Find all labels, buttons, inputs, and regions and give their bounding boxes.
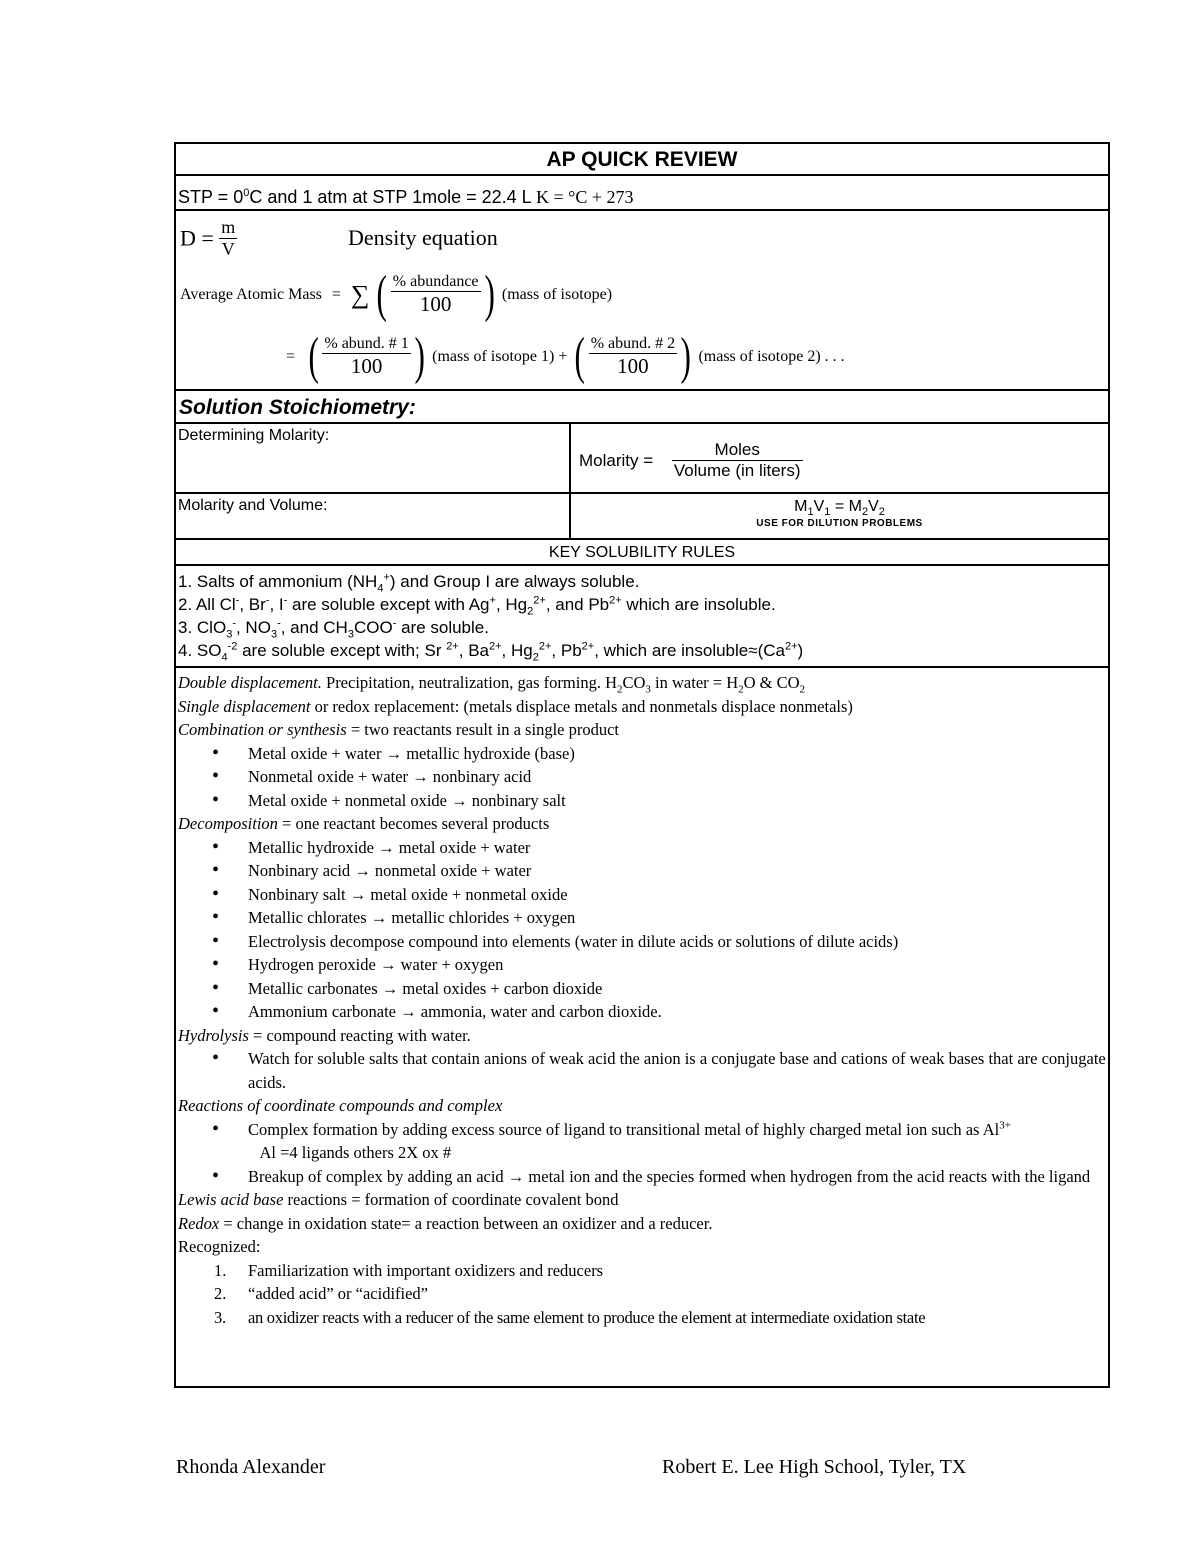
dil-s2: 1 — [824, 506, 831, 519]
list-item: • Electrolysis decompose compound into elements (water in dilute acids or solutions of dilute acids) — [178, 930, 1106, 954]
list-item: • Hydrogen peroxide → water + oxygen — [178, 953, 1106, 977]
coordinate-compounds: Reactions of coordinate compounds and complex — [178, 1096, 503, 1115]
density-num: m — [221, 217, 236, 237]
dil-m1: M — [794, 498, 808, 515]
list-item: • Complex formation by adding excess source of ligand to transitional metal of highly charged metal ion such as $Al^{3+}$ Al =4 ligands others 2X ox # — [178, 1118, 1106, 1165]
density-fraction — [219, 217, 237, 260]
abundance-den: 100 — [419, 292, 452, 316]
density-den: V — [221, 239, 235, 259]
combination: Combination or synthesis = two reactants result in a single product — [178, 720, 620, 739]
mass-isotope-2: (mass of isotope 2) . . . — [698, 348, 845, 365]
list-item: 3. an oxidizer reacts with a reducer of the same element to produce the element at intermediate oxidation state — [214, 1307, 926, 1327]
rule-1: 1. Salts of ammonium $(NH_4^+)$ and Group I are always soluble. — [178, 571, 640, 595]
list-item: • Metallic carbonates → metal oxides + carbon dioxide — [178, 977, 1106, 1001]
lewis-acid-base: Lewis acid base reactions = formation of coordinate covalent bond — [178, 1190, 619, 1209]
abund1-fraction — [322, 335, 410, 379]
stp-text-b: C and 1 atm at STP 1mole = 22.4 L — [249, 187, 532, 207]
stp-degree: 0 — [243, 187, 250, 199]
reaction-types — [176, 668, 1108, 1388]
list-item: • Nonbinary acid → nonmetal oxide + water — [178, 859, 1106, 883]
molarity-volume-label: Molarity and Volume: — [176, 494, 571, 538]
dil-v1: V — [813, 498, 825, 515]
paren-open-3: ( — [574, 328, 586, 385]
decomposition: Decomposition = one reactant becomes several products — [178, 814, 550, 833]
avg-mass-lhs: Average Atomic Mass — [180, 286, 322, 303]
molarity-den: Volume (in liters) — [673, 461, 801, 480]
list-item: • Ammonium carbonate → ammonia, water and carbon dioxide. — [178, 1000, 1106, 1024]
review-sheet — [174, 142, 1110, 1388]
footer-author: Rhonda Alexander — [176, 1456, 326, 1478]
abund2-num: % abund. # 2 — [590, 335, 676, 352]
dil-s4: 2 — [878, 506, 885, 519]
avg-mass-eq-2: = — [286, 348, 296, 365]
mass-isotope-1: (mass of isotope 1) + — [432, 348, 568, 365]
equations-block — [176, 211, 1108, 391]
double-displacement: Double displacement. Precipitation, neutralization, gas forming. $H_2CO_3$ in water = $H_2O$ & $CO_2$ — [178, 673, 806, 696]
paren-close-2: ) — [414, 328, 425, 385]
stp-row — [176, 176, 1108, 211]
molarity-lhs: Molarity = — [579, 450, 654, 470]
recognized-heading: Recognized: — [178, 1237, 261, 1256]
abundance-num: % abundance — [392, 273, 479, 290]
page-title: AP QUICK REVIEW — [176, 144, 1108, 176]
molarity-formula-cell — [571, 424, 1108, 492]
list-item: • Metal oxide + water → metallic hydroxide (base) — [178, 742, 1106, 766]
molarity-formula — [579, 440, 803, 481]
solubility-heading: KEY SOLUBILITY RULES — [176, 540, 1108, 566]
density-lhs: D = — [180, 225, 214, 251]
avg-mass-line-2 — [286, 328, 845, 385]
rule-2: 2. All Cl-, Br-, I- are soluble except with Ag+, $Hg_2^{2+}$, and $Pb^{2+}$ which are insoluble. — [178, 594, 776, 618]
dil-s3: 2 — [861, 506, 869, 519]
stp-text: STP = 0 — [178, 187, 244, 207]
avg-mass-eq: = — [331, 286, 341, 303]
density-label: Density equation — [348, 225, 498, 250]
solubility-rules — [176, 566, 1108, 668]
paren-open: ( — [376, 266, 388, 323]
mass-of-isotope: (mass of isotope) — [501, 286, 613, 303]
molarity-label: Determining Molarity: — [176, 424, 571, 492]
abund1-num: % abund. # 1 — [324, 335, 409, 352]
list-item: 1. Familiarization with important oxidizers and reducers — [214, 1260, 604, 1280]
single-displacement: Single displacement or redox replacement: (metals displace metals and nonmetals displace nonmetals) — [178, 696, 853, 716]
dil-v2: V — [868, 498, 879, 515]
list-item: • Nonmetal oxide + water → nonbinary acid — [178, 765, 1106, 789]
sigma-symbol: ∑ — [350, 280, 370, 309]
rule-3: 3. ClO$_3$-, $NO_3^-$, and $CH_3COO^-$ are soluble. — [178, 617, 489, 641]
dilution-formula — [571, 498, 1108, 518]
molarity-volume-row — [176, 494, 1108, 540]
paren-close: ) — [483, 266, 495, 323]
dil-eq: = M — [830, 498, 862, 515]
list-item: • Breakup of complex by adding an acid → metal ion and the species formed when hydrogen from the acid reacts with the ligand — [178, 1165, 1106, 1189]
solution-heading: Solution Stoichiometry: — [176, 391, 1108, 424]
list-item: • Metal oxide + nonmetal oxide → nonbinary salt — [178, 789, 1106, 813]
list-item: • Nonbinary salt → metal oxide + nonmetal oxide — [178, 883, 1106, 907]
footer-school: Robert E. Lee High School, Tyler, TX — [662, 1456, 967, 1478]
dilution-note: USE FOR DILUTION PROBLEMS — [756, 518, 923, 530]
dilution-cell — [571, 494, 1108, 538]
molarity-row — [176, 424, 1108, 494]
list-item: • Metallic chlorates → metallic chlorides + oxygen — [178, 906, 1106, 930]
abund2-fraction — [589, 335, 677, 379]
abund2-den: 100 — [617, 354, 649, 378]
paren-open-2: ( — [308, 328, 319, 385]
paren-close-3: ) — [680, 328, 691, 385]
molarity-num: Moles — [672, 440, 803, 461]
molarity-fraction — [672, 440, 803, 481]
abund1-den: 100 — [350, 354, 383, 378]
avg-mass-line-1 — [180, 266, 613, 323]
list-item: • Watch for soluble salts that contain anions of weak acid the anion is a conjugate base and cations of weak bases that are conjugate acids. — [178, 1047, 1106, 1094]
redox: Redox = change in oxidation state= a reaction between an oxidizer and a reducer. — [178, 1213, 713, 1233]
rule-4: 4. $SO_4^{-2}$ are soluble except with; Sr $^{2+}$, $Ba^{2+}$, $Hg_2^{2+}$, $Pb^{2+}$, which are $insoluble\approx(Ca^{2+})$ — [178, 640, 804, 664]
dil-s1: 1 — [807, 506, 814, 519]
kelvin-formula: K = °C + 273 — [536, 187, 634, 207]
list-item: 2. “added acid” or “acidified” — [214, 1284, 429, 1303]
density-formula — [180, 217, 237, 260]
abundance-fraction — [391, 273, 481, 317]
hydrolysis: Hydrolysis = compound reacting with water. — [178, 1025, 471, 1045]
list-item: • Metallic hydroxide → metal oxide + water — [178, 836, 1106, 860]
